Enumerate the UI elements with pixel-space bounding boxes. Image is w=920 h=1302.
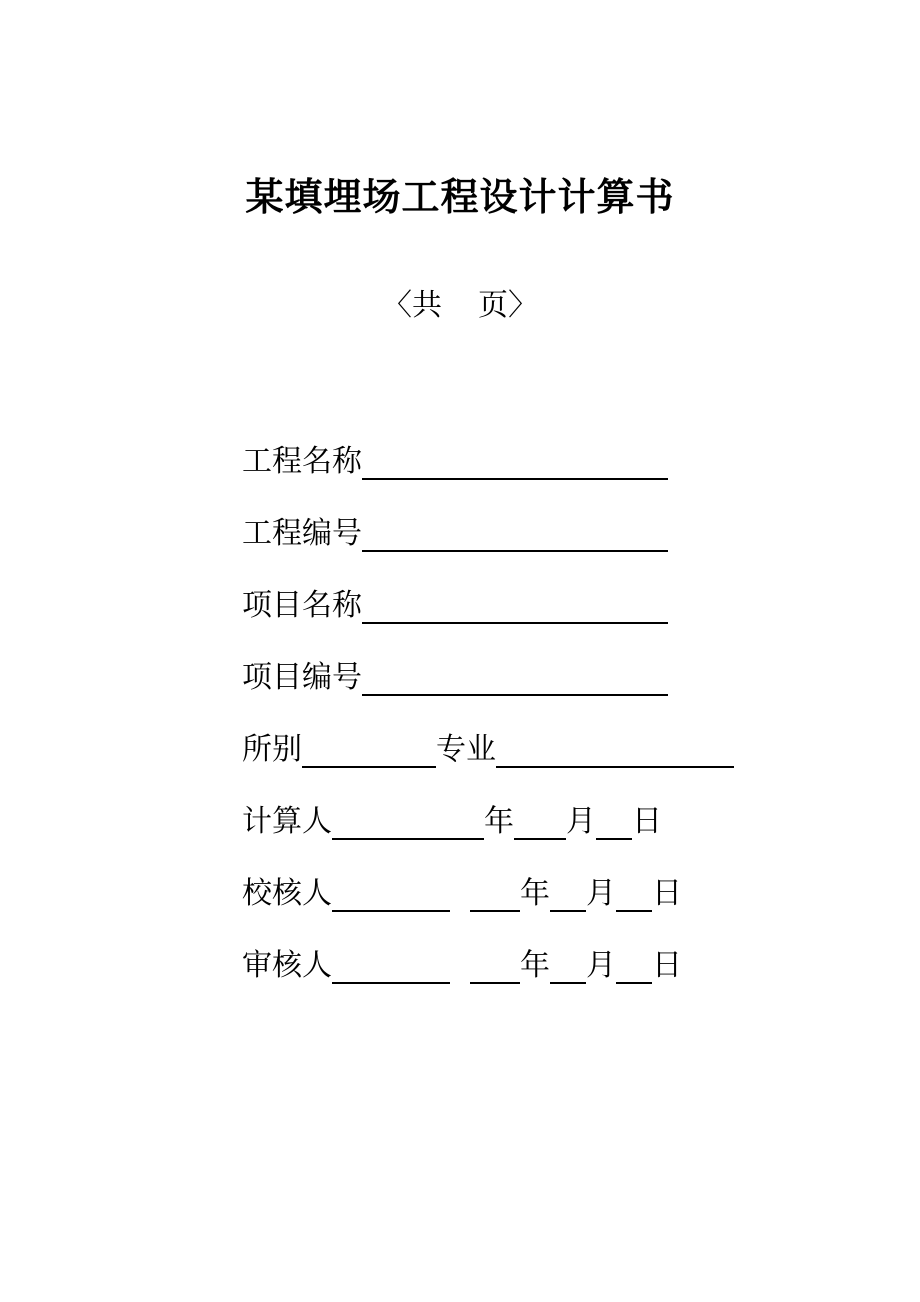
reviewer-month-label: 月 xyxy=(586,948,616,983)
page-count-close: 页〉 xyxy=(478,288,538,323)
reviewer-year-label: 年 xyxy=(520,948,550,983)
calculator-year-label: 年 xyxy=(484,804,514,839)
reviewer-row xyxy=(242,944,682,988)
calculator-row xyxy=(242,800,662,844)
calculator-day-label: 日 xyxy=(632,804,662,839)
calculator-label: 计算人 xyxy=(242,804,332,839)
specialty-label: 专业 xyxy=(436,732,496,767)
checker-year-label: 年 xyxy=(520,876,550,911)
item-number-blank[interactable] xyxy=(362,660,668,696)
calculator-blank[interactable] xyxy=(332,804,484,840)
checker-label: 校核人 xyxy=(242,876,332,911)
checker-month-blank[interactable] xyxy=(550,876,586,912)
reviewer-year-blank[interactable] xyxy=(470,948,520,984)
checker-day-blank[interactable] xyxy=(616,876,652,912)
project-number-blank[interactable] xyxy=(362,516,668,552)
reviewer-month-blank[interactable] xyxy=(550,948,586,984)
page-count-open: 〈共 xyxy=(382,288,442,323)
calculator-month-label: 月 xyxy=(566,804,596,839)
checker-blank[interactable] xyxy=(332,876,450,912)
department-row xyxy=(242,728,734,772)
checker-month-label: 月 xyxy=(586,876,616,911)
specialty-blank[interactable] xyxy=(496,732,734,768)
project-number-label: 工程编号 xyxy=(242,516,362,551)
item-name-blank[interactable] xyxy=(362,588,668,624)
item-number-label: 项目编号 xyxy=(242,660,362,695)
project-name-label: 工程名称 xyxy=(242,444,362,479)
reviewer-day-blank[interactable] xyxy=(616,948,652,984)
calculator-month-blank[interactable] xyxy=(514,804,566,840)
item-name-row xyxy=(242,584,668,628)
item-number-row xyxy=(242,656,668,700)
reviewer-label: 审核人 xyxy=(242,948,332,983)
checker-year-blank[interactable] xyxy=(470,876,520,912)
document-title: 某填埋场工程设计计算书 xyxy=(245,174,675,219)
department-label: 所别 xyxy=(242,732,302,767)
page-count-line xyxy=(0,286,920,326)
department-blank[interactable] xyxy=(302,732,436,768)
project-name-blank[interactable] xyxy=(362,444,668,480)
project-name-row xyxy=(242,440,668,484)
item-name-label: 项目名称 xyxy=(242,588,362,623)
reviewer-blank[interactable] xyxy=(332,948,450,984)
project-number-row xyxy=(242,512,668,556)
checker-row xyxy=(242,872,682,916)
reviewer-day-label: 日 xyxy=(652,948,682,983)
checker-day-label: 日 xyxy=(652,876,682,911)
calculator-day-blank[interactable] xyxy=(596,804,632,840)
